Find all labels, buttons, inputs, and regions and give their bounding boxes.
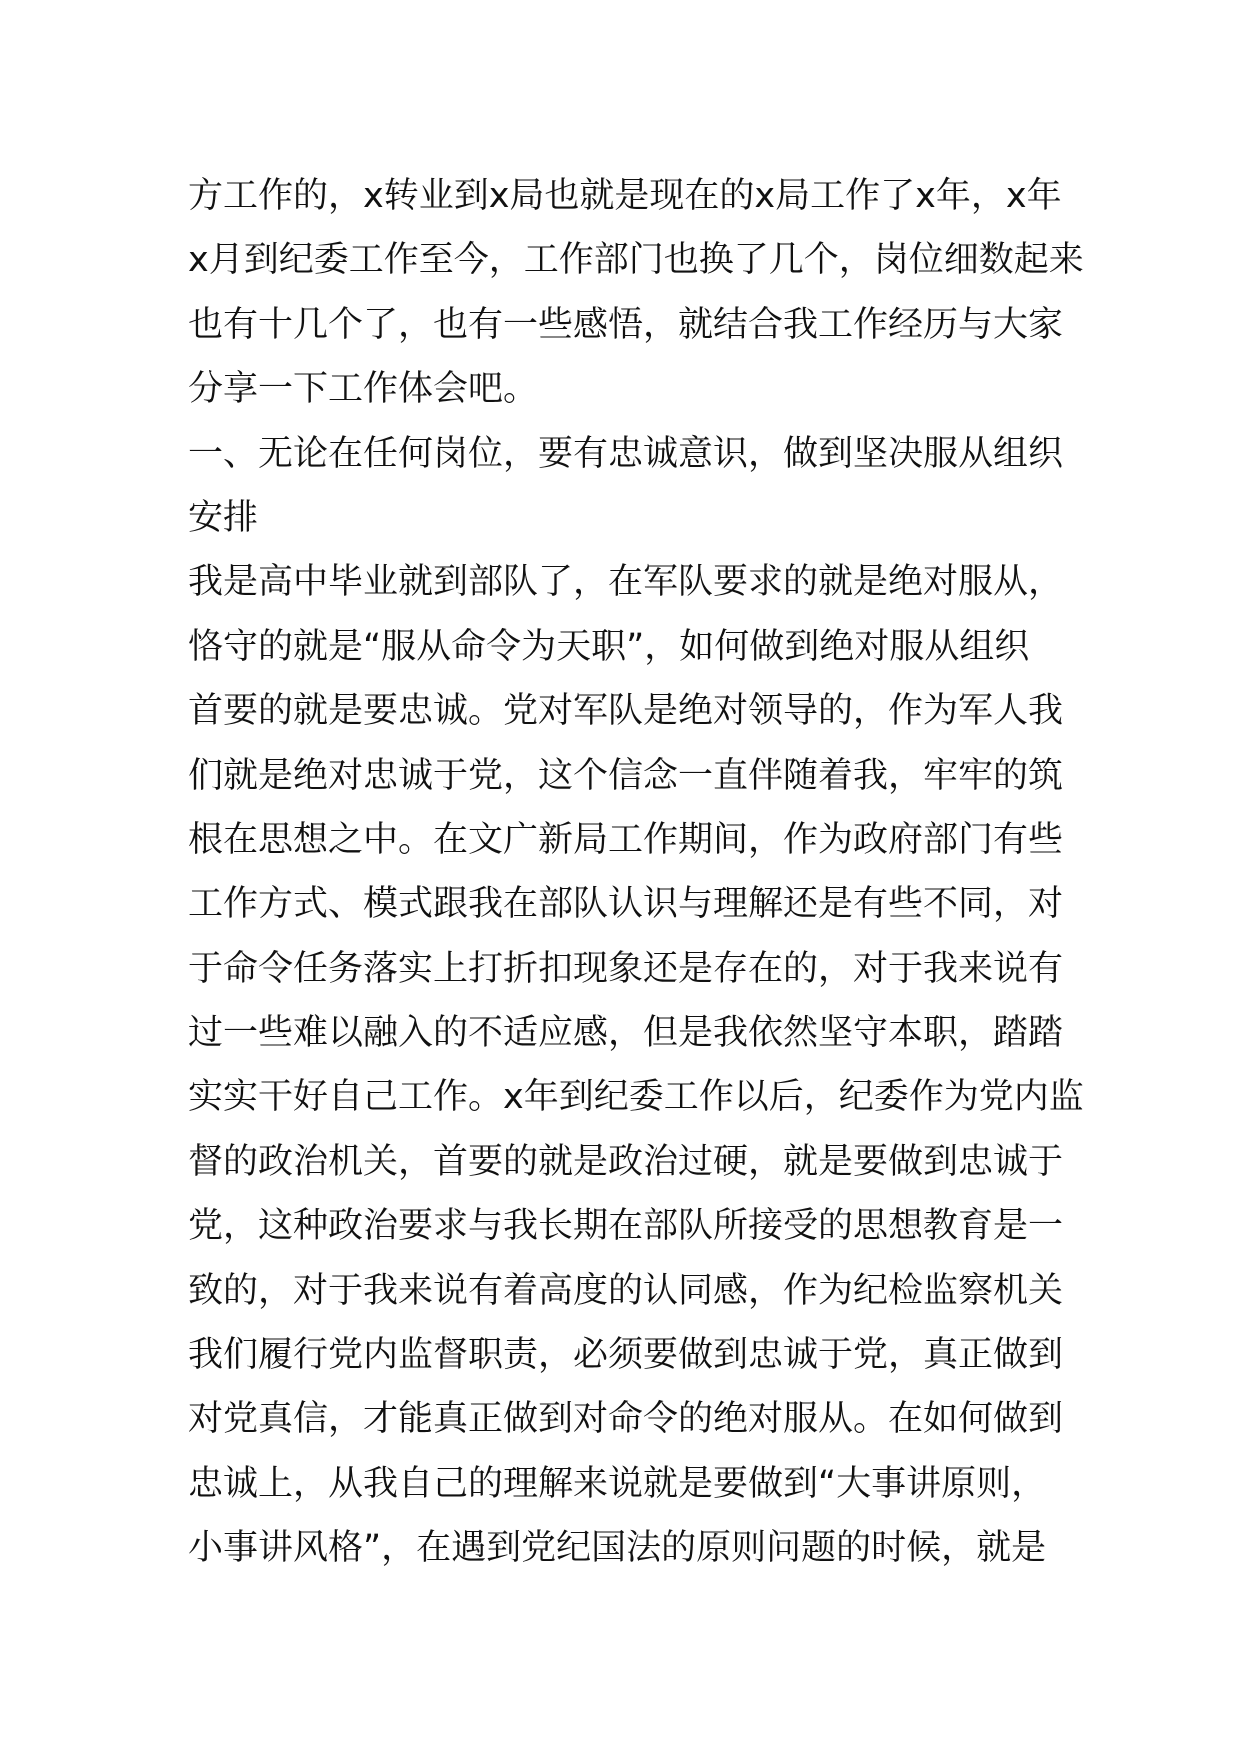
text-line: 们就是绝对忠诚于党，这个信念一直伴随着我，牢牢的筑 [188,755,1064,796]
text-line: 首要的就是要忠诚。党对军队是绝对领导的，作为军人我 [188,691,1064,732]
text-line: 工作方式、模式跟我在部队认识与理解还是有些不同，对 [188,884,1064,925]
text-line: 督的政治机关，首要的就是政治过硬，就是要做到忠诚于 [188,1141,1064,1182]
text-line: 也有十几个了，也有一些感悟，就结合我工作经历与大家 [188,304,1064,345]
text-line: 致的，对于我来说有着高度的认同感，作为纪检监察机关 [188,1270,1064,1311]
text-line: 根在思想之中。在文广新局工作期间，作为政府部门有些 [188,819,1064,860]
text-line: 分享一下工作体会吧。 [188,369,539,410]
text-line: 过一些难以融入的不适应感，但是我依然坚守本职，踏踏 [188,1013,1064,1054]
document-body [188,164,1084,1581]
text-line: 我们履行党内监督职责，必须要做到忠诚于党，真正做到 [188,1335,1064,1376]
text-line: 于命令任务落实上打折扣现象还是存在的，对于我来说有 [188,948,1064,989]
intro-paragraph [188,164,1084,422]
text-line: 小事讲风格”，在遇到党纪国法的原则问题的时候，就是 [188,1528,1047,1569]
text-line: 方工作的，x转业到x局也就是现在的x局工作了x年，x年 [188,176,1062,216]
body-paragraph [188,550,1084,1580]
text-line: 实实干好自己工作。x年到纪委工作以后，纪委作为党内监 [188,1077,1084,1118]
text-line: 党，这种政治要求与我长期在部队所接受的思想教育是一 [188,1206,1064,1247]
text-line: 我是高中毕业就到部队了，在军队要求的就是绝对服从， [188,562,1064,603]
heading-line: 安排 [188,497,259,538]
heading-line: 一、无论在任何岗位，要有忠诚意识，做到坚决服从组织 [188,433,1064,474]
text-line: 恪守的就是“服从命令为天职”，如何做到绝对服从组织 [188,626,1030,667]
text-line: x月到纪委工作至今，工作部门也换了几个，岗位细数起来 [188,240,1084,281]
text-line: 对党真信，才能真正做到对命令的绝对服从。在如何做到 [188,1399,1064,1440]
text-line: 忠诚上，从我自己的理解来说就是要做到“大事讲原则， [188,1463,1047,1504]
section-heading [188,422,1064,551]
